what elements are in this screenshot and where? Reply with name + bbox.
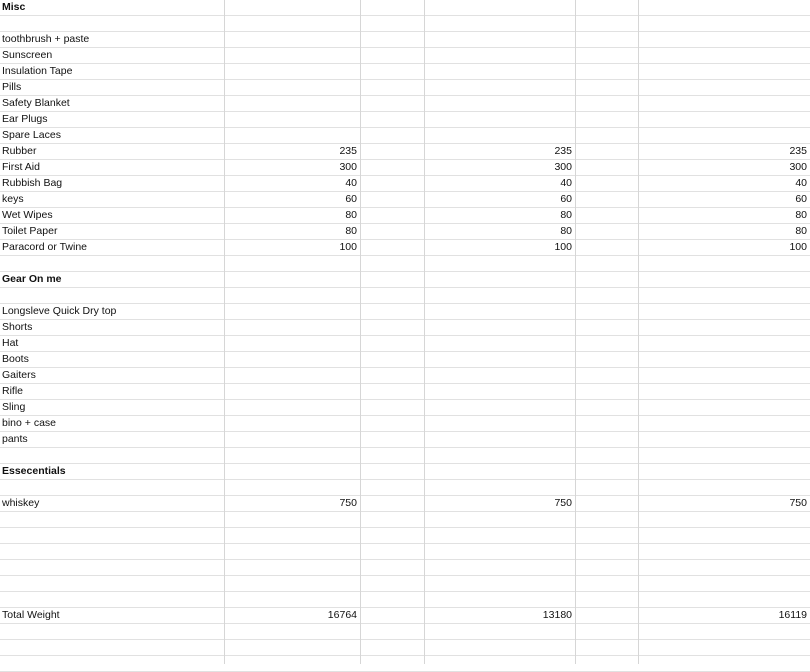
weight-value-cell[interactable] bbox=[424, 352, 575, 367]
weight-value-cell[interactable] bbox=[424, 0, 575, 15]
sheet-row bbox=[0, 336, 810, 352]
item-label-cell[interactable]: Rubbish Bag bbox=[2, 177, 63, 189]
item-label-cell[interactable] bbox=[0, 448, 224, 463]
empty-cell[interactable] bbox=[360, 432, 424, 447]
empty-cell[interactable] bbox=[575, 640, 638, 655]
weight-value-cell[interactable]: 13180 bbox=[542, 609, 572, 621]
sheet-row bbox=[0, 48, 810, 64]
weight-value-cell[interactable] bbox=[224, 528, 360, 543]
weight-value-cell[interactable]: 235 bbox=[339, 145, 357, 157]
empty-cell[interactable] bbox=[575, 160, 638, 175]
empty-cell[interactable] bbox=[575, 224, 638, 239]
item-label-cell[interactable] bbox=[0, 16, 224, 31]
empty-cell[interactable] bbox=[575, 496, 638, 511]
weight-value-cell[interactable] bbox=[224, 560, 360, 575]
weight-value-cell[interactable] bbox=[424, 592, 575, 607]
weight-value-cell[interactable]: 60 bbox=[795, 193, 807, 205]
empty-cell[interactable] bbox=[575, 16, 638, 31]
empty-cell[interactable] bbox=[360, 496, 424, 511]
weight-value-cell[interactable] bbox=[424, 480, 575, 495]
weight-value-cell[interactable] bbox=[638, 400, 810, 415]
empty-cell[interactable] bbox=[360, 576, 424, 591]
weight-value-cell[interactable]: 40 bbox=[795, 177, 807, 189]
empty-cell[interactable] bbox=[360, 192, 424, 207]
weight-value-cell[interactable] bbox=[424, 384, 575, 399]
weight-value-cell[interactable] bbox=[638, 336, 810, 351]
weight-value-cell[interactable] bbox=[224, 624, 360, 639]
sheet-row bbox=[0, 16, 810, 32]
weight-value-cell[interactable] bbox=[224, 336, 360, 351]
weight-value-cell[interactable] bbox=[638, 528, 810, 543]
empty-cell[interactable] bbox=[575, 48, 638, 63]
weight-value-cell[interactable] bbox=[224, 576, 360, 591]
section-header-cell[interactable]: Misc bbox=[2, 1, 26, 13]
item-label-cell[interactable]: Insulation Tape bbox=[2, 65, 73, 77]
weight-value-cell[interactable] bbox=[224, 592, 360, 607]
empty-cell[interactable] bbox=[575, 288, 638, 303]
empty-cell[interactable] bbox=[575, 272, 638, 287]
empty-cell[interactable] bbox=[575, 64, 638, 79]
weight-value-cell[interactable] bbox=[638, 256, 810, 271]
weight-value-cell[interactable] bbox=[638, 48, 810, 63]
sheet-row bbox=[0, 496, 810, 512]
empty-cell[interactable] bbox=[575, 112, 638, 127]
sheet-row bbox=[0, 384, 810, 400]
sheet-row bbox=[0, 400, 810, 416]
weight-value-cell[interactable] bbox=[638, 448, 810, 463]
weight-value-cell[interactable] bbox=[638, 64, 810, 79]
weight-value-cell[interactable] bbox=[638, 480, 810, 495]
item-label-cell[interactable]: keys bbox=[2, 193, 24, 205]
weight-value-cell[interactable] bbox=[224, 112, 360, 127]
item-label-cell[interactable]: Sunscreen bbox=[2, 49, 53, 61]
sheet-row bbox=[0, 304, 810, 320]
weight-value-cell[interactable] bbox=[638, 368, 810, 383]
item-label-cell[interactable] bbox=[0, 480, 224, 495]
weight-value-cell[interactable] bbox=[224, 368, 360, 383]
weight-value-cell[interactable]: 300 bbox=[789, 161, 807, 173]
weight-value-cell[interactable] bbox=[424, 304, 575, 319]
empty-cell[interactable] bbox=[360, 176, 424, 191]
weight-value-cell[interactable] bbox=[424, 128, 575, 143]
weight-value-cell[interactable] bbox=[638, 560, 810, 575]
weight-value-cell[interactable]: 16764 bbox=[327, 609, 357, 621]
empty-cell[interactable] bbox=[360, 416, 424, 431]
empty-cell[interactable] bbox=[575, 96, 638, 111]
weight-value-cell[interactable] bbox=[224, 480, 360, 495]
weight-value-cell[interactable] bbox=[224, 256, 360, 271]
weight-value-cell[interactable] bbox=[424, 528, 575, 543]
item-label-cell[interactable]: Toilet Paper bbox=[2, 225, 58, 237]
sheet-row bbox=[0, 144, 810, 160]
weight-value-cell[interactable] bbox=[224, 464, 360, 479]
column-gridline bbox=[638, 0, 639, 664]
sheet-row bbox=[0, 224, 810, 240]
item-label-cell[interactable]: Spare Laces bbox=[2, 129, 61, 141]
section-header-cell[interactable]: Gear On me bbox=[2, 273, 62, 285]
empty-cell[interactable] bbox=[360, 624, 424, 639]
weight-value-cell[interactable]: 40 bbox=[345, 177, 357, 189]
sheet-row bbox=[0, 352, 810, 368]
empty-cell[interactable] bbox=[360, 96, 424, 111]
empty-cell[interactable] bbox=[575, 352, 638, 367]
empty-cell[interactable] bbox=[360, 608, 424, 623]
sheet-row bbox=[0, 592, 810, 608]
weight-value-cell[interactable] bbox=[224, 416, 360, 431]
weight-value-cell[interactable] bbox=[424, 112, 575, 127]
weight-value-cell[interactable] bbox=[638, 512, 810, 527]
empty-cell[interactable] bbox=[575, 192, 638, 207]
empty-cell[interactable] bbox=[360, 80, 424, 95]
empty-cell[interactable] bbox=[360, 400, 424, 415]
empty-cell[interactable] bbox=[575, 448, 638, 463]
weight-value-cell[interactable] bbox=[224, 64, 360, 79]
weight-value-cell[interactable] bbox=[224, 16, 360, 31]
weight-value-cell[interactable] bbox=[224, 640, 360, 655]
weight-value-cell[interactable] bbox=[638, 304, 810, 319]
empty-cell[interactable] bbox=[575, 400, 638, 415]
weight-value-cell[interactable] bbox=[424, 544, 575, 559]
weight-value-cell[interactable] bbox=[224, 48, 360, 63]
weight-value-cell[interactable]: 80 bbox=[345, 225, 357, 237]
sheet-row bbox=[0, 416, 810, 432]
weight-value-cell[interactable] bbox=[424, 512, 575, 527]
sheet-row bbox=[0, 368, 810, 384]
weight-value-cell[interactable]: 750 bbox=[554, 497, 572, 509]
empty-cell[interactable] bbox=[575, 592, 638, 607]
item-label-cell[interactable] bbox=[0, 576, 224, 591]
weight-value-cell[interactable] bbox=[224, 288, 360, 303]
weight-value-cell[interactable] bbox=[638, 80, 810, 95]
weight-value-cell[interactable] bbox=[224, 96, 360, 111]
item-label-cell[interactable]: Paracord or Twine bbox=[2, 241, 88, 253]
empty-cell[interactable] bbox=[360, 512, 424, 527]
weight-value-cell[interactable]: 100 bbox=[339, 241, 357, 253]
weight-value-cell[interactable] bbox=[638, 272, 810, 287]
empty-cell[interactable] bbox=[575, 208, 638, 223]
weight-value-cell[interactable]: 235 bbox=[554, 145, 572, 157]
sheet-row bbox=[0, 576, 810, 592]
sheet-row bbox=[0, 640, 810, 656]
weight-value-cell[interactable]: 300 bbox=[554, 161, 572, 173]
empty-cell[interactable] bbox=[360, 224, 424, 239]
empty-cell[interactable] bbox=[575, 528, 638, 543]
empty-cell[interactable] bbox=[575, 432, 638, 447]
item-label-cell[interactable] bbox=[0, 560, 224, 575]
empty-cell[interactable] bbox=[360, 448, 424, 463]
column-gridline bbox=[224, 0, 225, 664]
sheet-row bbox=[0, 64, 810, 80]
weight-value-cell[interactable] bbox=[424, 64, 575, 79]
sheet-row bbox=[0, 320, 810, 336]
item-label-cell[interactable]: Boots bbox=[2, 353, 29, 365]
weight-value-cell[interactable] bbox=[224, 320, 360, 335]
weight-value-cell[interactable] bbox=[638, 320, 810, 335]
sheet-row bbox=[0, 288, 810, 304]
empty-cell[interactable] bbox=[360, 16, 424, 31]
weight-value-cell[interactable]: 80 bbox=[795, 225, 807, 237]
section-header-cell[interactable]: Essecentials bbox=[2, 465, 66, 477]
empty-cell[interactable] bbox=[575, 0, 638, 15]
weight-value-cell[interactable]: 60 bbox=[345, 193, 357, 205]
item-label-cell[interactable]: First Aid bbox=[2, 161, 40, 173]
weight-value-cell[interactable] bbox=[424, 448, 575, 463]
weight-value-cell[interactable] bbox=[224, 128, 360, 143]
empty-cell[interactable] bbox=[360, 592, 424, 607]
empty-cell[interactable] bbox=[360, 64, 424, 79]
weight-value-cell[interactable]: 80 bbox=[560, 209, 572, 221]
weight-value-cell[interactable]: 60 bbox=[560, 193, 572, 205]
weight-value-cell[interactable] bbox=[224, 448, 360, 463]
weight-value-cell[interactable] bbox=[424, 560, 575, 575]
item-label-cell[interactable] bbox=[0, 256, 224, 271]
weight-value-cell[interactable] bbox=[424, 432, 575, 447]
weight-value-cell[interactable] bbox=[424, 48, 575, 63]
weight-value-cell[interactable] bbox=[638, 576, 810, 591]
sheet-row bbox=[0, 96, 810, 112]
empty-cell[interactable] bbox=[575, 176, 638, 191]
sheet-row bbox=[0, 112, 810, 128]
empty-cell[interactable] bbox=[360, 160, 424, 175]
empty-cell[interactable] bbox=[575, 320, 638, 335]
empty-cell[interactable] bbox=[575, 576, 638, 591]
weight-value-cell[interactable] bbox=[224, 544, 360, 559]
empty-cell[interactable] bbox=[360, 208, 424, 223]
weight-value-cell[interactable] bbox=[638, 624, 810, 639]
item-label-cell[interactable]: Rifle bbox=[2, 385, 24, 397]
weight-value-cell[interactable] bbox=[224, 272, 360, 287]
item-label-cell[interactable]: toothbrush + paste bbox=[2, 33, 90, 45]
weight-value-cell[interactable] bbox=[424, 272, 575, 287]
weight-value-cell[interactable] bbox=[638, 464, 810, 479]
sheet-row bbox=[0, 272, 810, 288]
weight-value-cell[interactable] bbox=[638, 544, 810, 559]
weight-value-cell[interactable] bbox=[638, 592, 810, 607]
sheet-row bbox=[0, 560, 810, 576]
empty-cell[interactable] bbox=[360, 336, 424, 351]
item-label-cell[interactable]: Total Weight bbox=[2, 609, 60, 621]
weight-value-cell[interactable] bbox=[424, 464, 575, 479]
empty-cell[interactable] bbox=[360, 560, 424, 575]
empty-cell[interactable] bbox=[360, 32, 424, 47]
weight-value-cell[interactable] bbox=[424, 368, 575, 383]
empty-cell[interactable] bbox=[360, 144, 424, 159]
weight-value-cell[interactable] bbox=[424, 416, 575, 431]
item-label-cell[interactable] bbox=[0, 624, 224, 639]
weight-value-cell[interactable] bbox=[224, 0, 360, 15]
item-label-cell[interactable]: Shorts bbox=[2, 321, 33, 333]
weight-value-cell[interactable] bbox=[224, 400, 360, 415]
empty-cell[interactable] bbox=[575, 240, 638, 255]
empty-cell[interactable] bbox=[575, 512, 638, 527]
weight-value-cell[interactable] bbox=[638, 432, 810, 447]
empty-cell[interactable] bbox=[360, 128, 424, 143]
sheet-row bbox=[0, 128, 810, 144]
empty-cell[interactable] bbox=[360, 48, 424, 63]
weight-value-cell[interactable] bbox=[638, 352, 810, 367]
sheet-row bbox=[0, 624, 810, 640]
empty-cell[interactable] bbox=[360, 112, 424, 127]
empty-cell[interactable] bbox=[575, 128, 638, 143]
column-gridline bbox=[575, 0, 576, 664]
weight-value-cell[interactable] bbox=[424, 400, 575, 415]
weight-value-cell[interactable] bbox=[638, 288, 810, 303]
sheet-row bbox=[0, 464, 810, 480]
empty-cell[interactable] bbox=[360, 272, 424, 287]
weight-value-cell[interactable] bbox=[424, 96, 575, 111]
empty-cell[interactable] bbox=[575, 80, 638, 95]
weight-value-cell[interactable] bbox=[424, 336, 575, 351]
item-label-cell[interactable]: Hat bbox=[2, 337, 19, 349]
empty-cell[interactable] bbox=[360, 352, 424, 367]
item-label-cell[interactable] bbox=[0, 528, 224, 543]
weight-value-cell[interactable]: 80 bbox=[345, 209, 357, 221]
empty-cell[interactable] bbox=[360, 528, 424, 543]
empty-cell[interactable] bbox=[360, 544, 424, 559]
weight-value-cell[interactable] bbox=[424, 80, 575, 95]
weight-value-cell[interactable] bbox=[424, 256, 575, 271]
sheet-row bbox=[0, 160, 810, 176]
empty-cell[interactable] bbox=[360, 384, 424, 399]
sheet-row bbox=[0, 256, 810, 272]
item-label-cell[interactable]: Safety Blanket bbox=[2, 97, 70, 109]
sheet-row bbox=[0, 0, 810, 16]
sheet-row bbox=[0, 240, 810, 256]
empty-cell[interactable] bbox=[575, 416, 638, 431]
empty-cell[interactable] bbox=[360, 640, 424, 655]
empty-cell[interactable] bbox=[360, 320, 424, 335]
weight-value-cell[interactable]: 750 bbox=[789, 497, 807, 509]
weight-value-cell[interactable] bbox=[424, 16, 575, 31]
item-label-cell[interactable]: Gaiters bbox=[2, 369, 36, 381]
empty-cell[interactable] bbox=[575, 304, 638, 319]
weight-value-cell[interactable] bbox=[638, 640, 810, 655]
empty-cell[interactable] bbox=[360, 304, 424, 319]
weight-value-cell[interactable] bbox=[638, 416, 810, 431]
item-label-cell[interactable]: Sling bbox=[2, 401, 26, 413]
sheet-row bbox=[0, 32, 810, 48]
weight-value-cell[interactable]: 235 bbox=[789, 145, 807, 157]
empty-cell[interactable] bbox=[575, 480, 638, 495]
weight-value-cell[interactable]: 100 bbox=[554, 241, 572, 253]
item-label-cell[interactable]: Pills bbox=[2, 81, 22, 93]
empty-cell[interactable] bbox=[360, 0, 424, 15]
sheet-row bbox=[0, 80, 810, 96]
empty-cell[interactable] bbox=[575, 544, 638, 559]
empty-cell[interactable] bbox=[360, 240, 424, 255]
empty-cell[interactable] bbox=[360, 464, 424, 479]
empty-cell[interactable] bbox=[360, 288, 424, 303]
item-label-cell[interactable] bbox=[0, 288, 224, 303]
weight-value-cell[interactable] bbox=[224, 512, 360, 527]
weight-value-cell[interactable] bbox=[638, 384, 810, 399]
weight-value-cell[interactable] bbox=[424, 576, 575, 591]
weight-value-cell[interactable]: 16119 bbox=[778, 609, 807, 621]
weight-value-cell[interactable]: 300 bbox=[339, 161, 357, 173]
weight-value-cell[interactable] bbox=[638, 128, 810, 143]
empty-cell[interactable] bbox=[575, 384, 638, 399]
empty-cell[interactable] bbox=[575, 144, 638, 159]
weight-value-cell[interactable] bbox=[424, 288, 575, 303]
column-gridline bbox=[360, 0, 361, 664]
weight-value-cell[interactable] bbox=[638, 112, 810, 127]
weight-value-cell[interactable] bbox=[224, 304, 360, 319]
weight-value-cell[interactable] bbox=[224, 384, 360, 399]
item-label-cell[interactable] bbox=[0, 544, 224, 559]
empty-cell[interactable] bbox=[575, 368, 638, 383]
weight-value-cell[interactable] bbox=[638, 32, 810, 47]
weight-value-cell[interactable] bbox=[424, 320, 575, 335]
empty-cell[interactable] bbox=[360, 256, 424, 271]
weight-value-cell[interactable]: 80 bbox=[560, 225, 572, 237]
empty-cell[interactable] bbox=[575, 624, 638, 639]
item-label-cell[interactable] bbox=[0, 512, 224, 527]
empty-cell[interactable] bbox=[360, 368, 424, 383]
sheet-row bbox=[0, 432, 810, 448]
sheet-row bbox=[0, 608, 810, 624]
column-gridline bbox=[424, 0, 425, 664]
weight-value-cell[interactable] bbox=[424, 640, 575, 655]
item-label-cell[interactable] bbox=[0, 640, 224, 655]
weight-value-cell[interactable] bbox=[224, 432, 360, 447]
item-label-cell[interactable]: whiskey bbox=[2, 497, 40, 509]
item-label-cell[interactable]: pants bbox=[2, 433, 28, 445]
item-label-cell[interactable]: Rubber bbox=[2, 145, 37, 157]
weight-value-cell[interactable] bbox=[424, 32, 575, 47]
sheet-row bbox=[0, 176, 810, 192]
weight-value-cell[interactable] bbox=[638, 96, 810, 111]
empty-cell[interactable] bbox=[360, 480, 424, 495]
weight-value-cell[interactable] bbox=[224, 80, 360, 95]
empty-cell[interactable] bbox=[575, 560, 638, 575]
weight-value-cell[interactable] bbox=[424, 624, 575, 639]
sheet-row bbox=[0, 512, 810, 528]
item-label-cell[interactable]: Wet Wipes bbox=[2, 209, 53, 221]
sheet-row bbox=[0, 528, 810, 544]
empty-cell[interactable] bbox=[575, 336, 638, 351]
weight-value-cell[interactable]: 80 bbox=[795, 209, 807, 221]
sheet-row bbox=[0, 192, 810, 208]
sheet-row bbox=[0, 656, 810, 672]
weight-value-cell[interactable] bbox=[638, 0, 810, 15]
sheet-row bbox=[0, 544, 810, 560]
sheet-row bbox=[0, 480, 810, 496]
item-label-cell[interactable]: bino + case bbox=[2, 417, 56, 429]
empty-cell[interactable] bbox=[575, 608, 638, 623]
item-label-cell[interactable] bbox=[0, 592, 224, 607]
item-label-cell[interactable]: Ear Plugs bbox=[2, 113, 48, 125]
weight-value-cell[interactable]: 40 bbox=[560, 177, 572, 189]
weight-value-cell[interactable] bbox=[638, 16, 810, 31]
empty-cell[interactable] bbox=[575, 256, 638, 271]
sheet-row bbox=[0, 208, 810, 224]
empty-cell[interactable] bbox=[575, 464, 638, 479]
weight-value-cell[interactable]: 750 bbox=[339, 497, 357, 509]
item-label-cell[interactable]: Longsleve Quick Dry top bbox=[2, 305, 117, 317]
weight-value-cell[interactable] bbox=[224, 352, 360, 367]
weight-value-cell[interactable]: 100 bbox=[789, 241, 807, 253]
empty-cell[interactable] bbox=[575, 32, 638, 47]
sheet-row bbox=[0, 448, 810, 464]
weight-value-cell[interactable] bbox=[224, 32, 360, 47]
